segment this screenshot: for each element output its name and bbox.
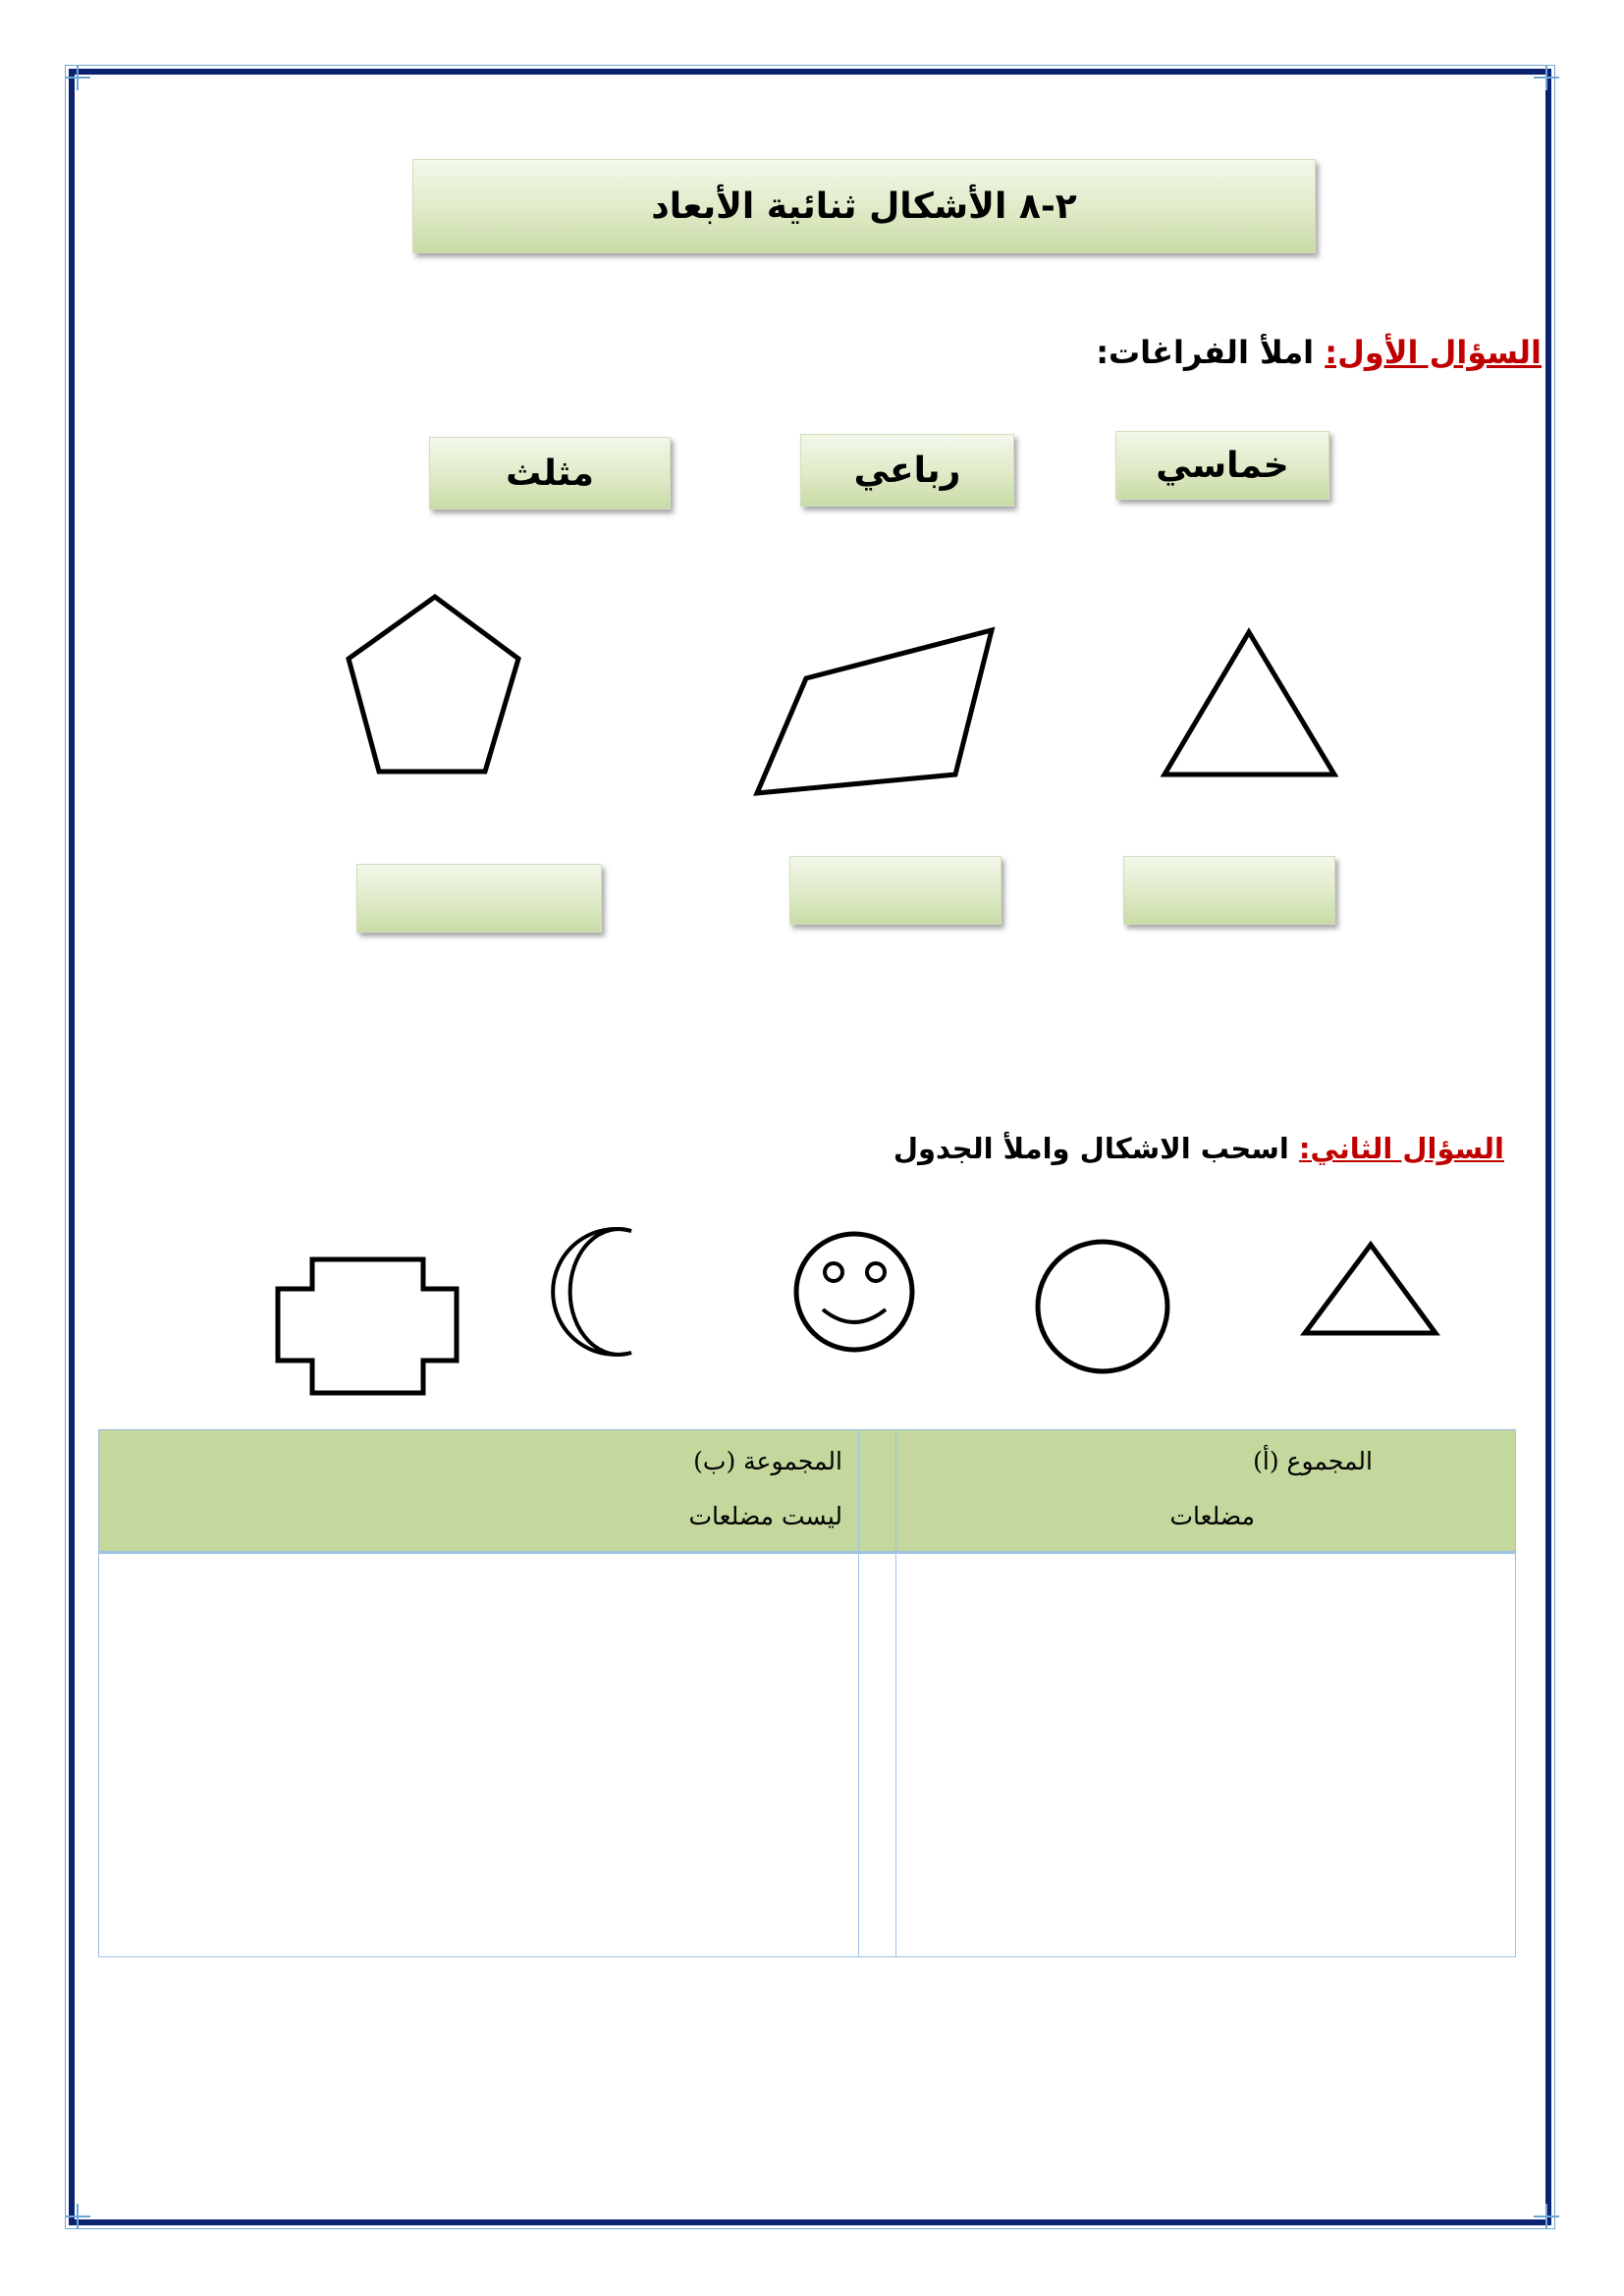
table-line: [858, 1429, 859, 1957]
table-line: [98, 1429, 1516, 1430]
group-b-drop-area[interactable]: [98, 1551, 858, 1957]
corner-mark: [1534, 2204, 1559, 2229]
question-1-label: السؤال الأول:: [1325, 334, 1542, 371]
answer-box-pentagon[interactable]: [356, 864, 602, 933]
word-card-pentagon-word[interactable]: خماسي: [1115, 431, 1329, 500]
worksheet-title: ٢-٨ الأشكال ثنائية الأبعاد: [412, 159, 1316, 253]
question-2-heading: [893, 1132, 1504, 1165]
group-a-subtitle: مضلعات: [1169, 1502, 1255, 1530]
word-card-triangle-word[interactable]: مثلث: [429, 437, 671, 509]
corner-mark: [1534, 65, 1559, 90]
word-card-quadrilateral-word[interactable]: رباعي: [800, 434, 1014, 507]
answer-box-quadrilateral[interactable]: [789, 856, 1001, 925]
group-b-subtitle: ليست مضلعات: [688, 1502, 842, 1530]
question-2-text: اسحب الاشكال واملأ الجدول: [893, 1132, 1299, 1165]
table-line: [98, 1429, 99, 1957]
question-1-heading: [1096, 334, 1542, 371]
group-a-header: [895, 1429, 1516, 1551]
group-a-title: المجموع (أ): [1253, 1447, 1373, 1475]
spacer-header: [858, 1429, 895, 1551]
table-line: [98, 1551, 1516, 1554]
table-line: [895, 1429, 896, 1957]
table-line: [98, 1956, 1516, 1957]
corner-mark: [65, 2204, 90, 2229]
classification-table: [98, 1429, 1516, 1957]
corner-mark: [65, 65, 90, 90]
table-line: [1515, 1429, 1516, 1957]
answer-box-triangle[interactable]: [1123, 856, 1335, 925]
group-a-drop-area[interactable]: [895, 1551, 1516, 1957]
question-2-label: السؤال الثاني:: [1298, 1132, 1504, 1165]
group-b-title: المجموعة (ب): [693, 1447, 842, 1475]
question-1-text: املأ الفراغات:: [1096, 334, 1326, 371]
